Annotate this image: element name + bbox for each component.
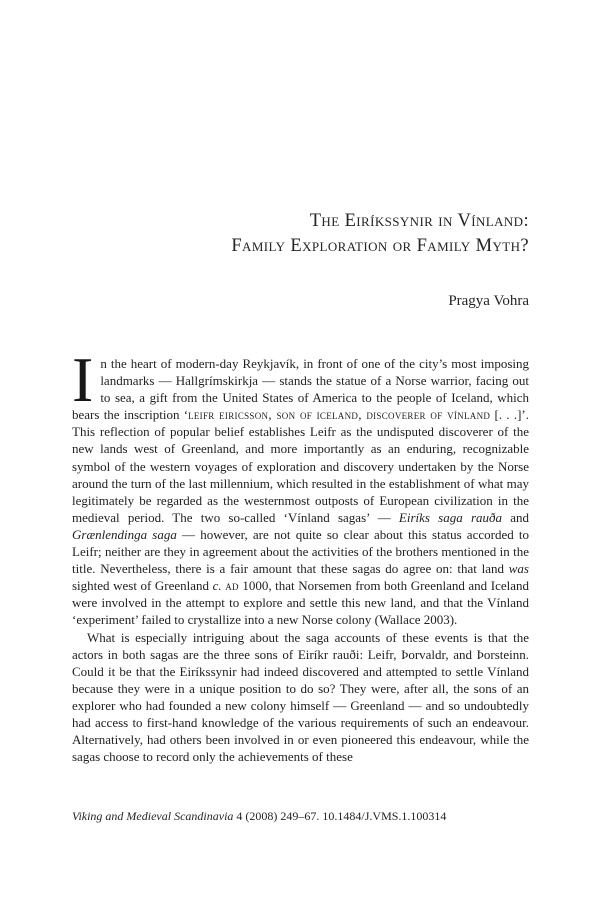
- paragraph-1: [72, 344, 530, 629]
- article-body: [72, 344, 530, 765]
- text-block: [72, 0, 529, 765]
- drop-cap: I: [72, 344, 94, 415]
- article-title: [72, 209, 529, 258]
- paragraph-1-text: n the heart of modern-day Reykjavík, in front of one of the city’s most imposing landmarks — Hallgrímskirkja — stands the statue of a Norse warrior, facing out to sea, a gift from the United States of America to the people of Iceland, which bears the inscription ‘leifr eiricsson, son of iceland, discoverer of vínland [. . .]’. This reflection of popular belief establishes Leifr as the undisputed discoverer of the new lands west of Greenland, and more importantly as an enduring, recognizable symbol of the western voyages of exploration and discovery undertaken by the Norse around the turn of the last millennium, which resulted in the establishment of what may legitimately be regarded as the westernmost outposts of European civilization in the medieval period. The two so-called ‘Vínland sagas’ — Eiríks saga rauða and Grænlendinga saga — however, are not quite so clear about this status accorded to Leifr; neither are they in agreement about the activities of the brothers mentioned in the title. Nevertheless, there is a fair amount that these sagas do agree on: that land was sighted west of Greenland c. ad 1000, that Norsemen from both Greenland and Iceland were involved in the attempt to explore and settle this new land, and that the Vínland ‘experiment’ failed to crystallize into a new Norse colony (Wallace 2003).: [72, 356, 530, 628]
- article-title-line2: Family Exploration or Family Myth?: [231, 235, 529, 256]
- author-name: Pragya Vohra: [448, 293, 529, 309]
- paragraph-2: What is especially intriguing about the saga accounts of these events is that the actors in both sagas are the three sons of Eiríkr rauði: Leifr, Þorvaldr, and Þorsteinn. Could it be that the Eiríkssynir had indeed discovered and attempted to settle Vínland because they were in a unique position to do so? They were, after all, the sons of an explorer who had founded a new colony himself — Greenland — and so undoubtedly had access to first-hand knowledge of the various requirements of such an endeavour. Alternatively, had others been involved in or even pioneered this endeavour, while the sagas choose to record only the achievements of these: [72, 629, 529, 765]
- journal-citation: Viking and Medieval Scandinavia 4 (2008) 249–67. 10.1484/J.VMS.1.100314: [72, 809, 447, 823]
- article-title-line1: The Eiríkssynir in Vínland:: [309, 211, 529, 231]
